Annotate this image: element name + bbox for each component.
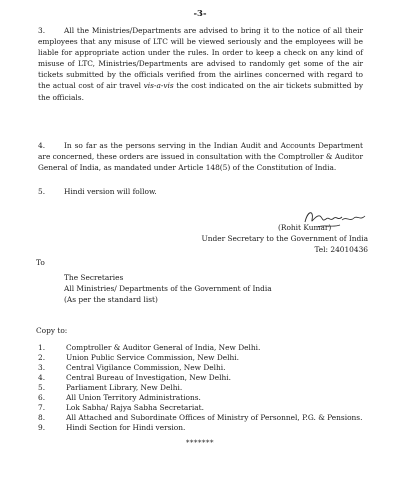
copy-to-item (38, 373, 366, 383)
end-of-document-mark: ******* (186, 439, 214, 447)
copy-to-item (38, 413, 366, 423)
paragraph-text: In so far as the persons serving in the Indian Audit and Accounts Department are concerned, these orders are issued in consultation with the Comptroller & Auditor General of India, as mandated under Article 148(5) of the Constitution of India. (38, 141, 363, 173)
copy-to-text: All Attached and Subordinate Offices of Ministry of Personnel, P.G. & Pensions. (66, 413, 363, 422)
copy-to-number: 4. (38, 373, 46, 382)
paragraph-text: All the Ministries/Departments are advised to bring it to the notice of all their employees that any misuse of LTC will be viewed seriously and the employees will be liable for appropriate action under the rules. In order to keep a check on any kind of misuse of LTC, Ministries/Departments are advised to randomly get some of the air tickets submitted by the officials verified from the airlines concerned with regard to the actual cost of air travel (38, 26, 363, 91)
paragraph-text: Hindi version will follow. (64, 187, 157, 196)
copy-to-text: Union Public Service Commission, New Delhi. (66, 353, 239, 362)
copy-to-item (38, 343, 366, 353)
page-number: -3- (193, 9, 207, 19)
copy-to-text: Central Vigilance Commission, New Delhi. (66, 363, 226, 372)
copy-to-number: 3. (38, 363, 46, 372)
to-label: To (36, 258, 45, 267)
paragraph-number: 4. (38, 141, 46, 150)
copy-to-text: All Union Territory Administrations. (66, 393, 201, 402)
copy-to-item (38, 423, 366, 433)
copy-to-number: 5. (38, 383, 46, 392)
signatory-designation: Under Secretary to the Government of India (201, 234, 368, 244)
signature-block (196, 222, 368, 256)
copy-to-item (38, 363, 366, 373)
copy-to-text: Central Bureau of Investigation, New Delhi. (66, 373, 231, 382)
copy-to-item (38, 403, 366, 413)
paragraph-text-end: the cost indicated on the air tickets submitted by the officials. (38, 81, 364, 102)
copy-to-number: 2. (38, 353, 46, 362)
paragraph-4 (38, 140, 363, 173)
copy-to-number: 1. (38, 343, 46, 352)
signatory-name: (Rohit Kumar) (278, 223, 332, 232)
addressee-line: (As per the standard list) (64, 295, 158, 305)
copy-to-item (38, 383, 366, 393)
paragraph-5 (38, 186, 363, 197)
copy-to-number: 7. (38, 403, 46, 412)
copy-to-number: 6. (38, 393, 46, 402)
copy-to-text: Comptroller & Auditor General of India, New Delhi. (66, 343, 261, 352)
addressee-line: The Secretaries (64, 273, 124, 282)
copy-to-label: Copy to: (36, 326, 68, 335)
paragraph-italic-text: vis-a-vis (143, 81, 174, 91)
copy-to-text: Lok Sabha/ Rajya Sabha Secretariat. (66, 403, 204, 412)
signatory-telephone: Tel: 24010436 (314, 245, 368, 255)
copy-to-item (38, 353, 366, 363)
copy-to-number: 9. (38, 423, 46, 432)
paragraph-number: 3. (38, 26, 46, 35)
copy-to-item (38, 393, 366, 403)
addressee-line: All Ministries/ Departments of the Government of India (64, 284, 272, 294)
paragraph-number: 5. (38, 187, 46, 196)
copy-to-text: Parliament Library, New Delhi. (66, 383, 183, 392)
paragraph-3 (38, 25, 363, 103)
copy-to-number: 8. (38, 413, 46, 422)
copy-to-text: Hindi Section for Hindi version. (66, 423, 186, 432)
copy-to-list (38, 343, 366, 433)
addressee-block (64, 272, 272, 306)
